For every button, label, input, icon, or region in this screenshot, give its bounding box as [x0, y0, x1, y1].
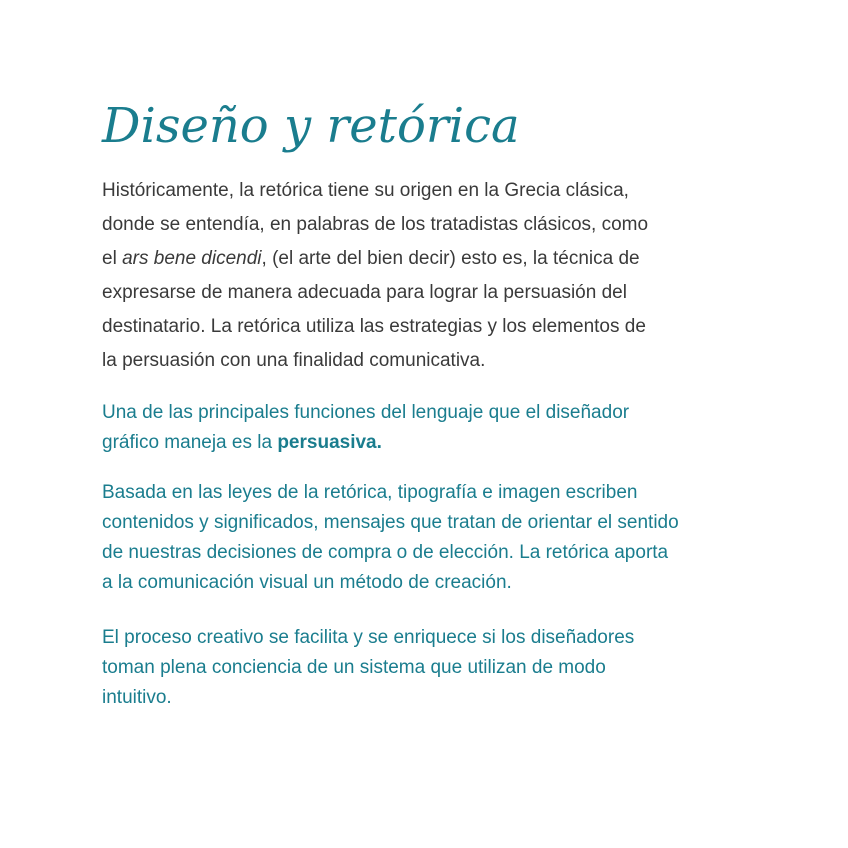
- latin-phrase: ars bene dicendi: [122, 248, 262, 269]
- intro-line: [102, 242, 742, 276]
- page-title: Diseño y retórica: [102, 98, 520, 154]
- creative-process-paragraph: [102, 623, 762, 713]
- paragraph-line: Basada en las leyes de la retórica, tipografía e imagen escriben: [102, 482, 638, 503]
- paragraph-line: toman plena conciencia de un sistema que utilizan de modo: [102, 657, 606, 678]
- rhetoric-laws-paragraph: [102, 478, 762, 598]
- paragraph-line: a la comunicación visual un método de creación.: [102, 572, 512, 593]
- paragraph-line: intuitivo.: [102, 687, 172, 708]
- intro-line: la persuasión con una finalidad comunicativa.: [102, 350, 486, 371]
- paragraph-line: El proceso creativo se facilita y se enriquece si los diseñadores: [102, 627, 635, 648]
- paragraph-text: gráfico maneja es la: [102, 432, 278, 453]
- paragraph-line: [102, 428, 762, 458]
- intro-paragraph: [102, 174, 742, 378]
- persuasion-paragraph: [102, 398, 762, 458]
- intro-line: destinatario. La retórica utiliza las estrategias y los elementos de: [102, 316, 646, 337]
- paragraph-line: contenidos y significados, mensajes que tratan de orientar el sentido: [102, 512, 679, 533]
- intro-text: , (el arte del bien decir) esto es, la técnica de: [261, 248, 640, 269]
- intro-line: expresarse de manera adecuada para lograr la persuasión del: [102, 282, 627, 303]
- intro-text: el: [102, 248, 123, 269]
- intro-line: Históricamente, la retórica tiene su origen en la Grecia clásica,: [102, 180, 629, 201]
- intro-line: donde se entendía, en palabras de los tratadistas clásicos, como: [102, 214, 649, 235]
- paragraph-line: Una de las principales funciones del lenguaje que el diseñador: [102, 402, 630, 423]
- paragraph-line: de nuestras decisiones de compra o de elección. La retórica aporta: [102, 542, 669, 563]
- persuasive-keyword: persuasiva.: [277, 432, 382, 453]
